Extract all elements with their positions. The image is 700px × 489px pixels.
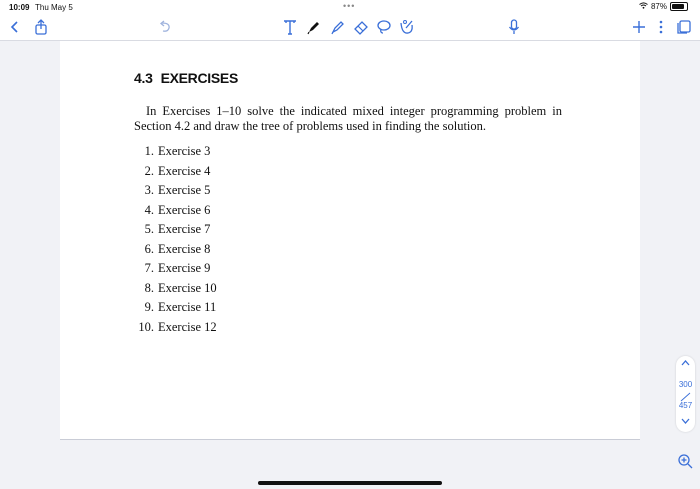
exercise-number: 9. (144, 300, 154, 314)
section-title: EXERCISES (160, 70, 239, 86)
exercise-item (134, 298, 217, 318)
exercise-item (134, 142, 217, 162)
exercise-item (134, 220, 217, 240)
exercise-number: 2. (144, 163, 154, 178)
wifi-icon (639, 2, 648, 11)
back-chevron-icon[interactable] (6, 18, 24, 36)
exercise-list (134, 142, 217, 337)
exercise-number: 4. (144, 202, 154, 217)
exercise-text: Exercise 9 (158, 261, 211, 275)
battery-fill (672, 4, 684, 9)
exercise-number: 8. (144, 280, 154, 295)
exercise-number: 10. (138, 319, 154, 334)
page-up-chevron-icon[interactable] (676, 358, 695, 370)
page-navigator (676, 356, 695, 432)
total-pages: 457 (678, 401, 693, 410)
status-bar (0, 0, 700, 14)
exercise-item (134, 162, 217, 182)
current-page-number: 300 (678, 380, 693, 389)
exercise-number: 5. (144, 222, 154, 236)
exercise-item (134, 181, 217, 201)
microphone-icon[interactable] (505, 18, 523, 36)
multitask-dots[interactable]: ••• (343, 1, 356, 11)
exercise-text: Exercise 3 (158, 144, 211, 158)
exercise-item (134, 279, 217, 299)
section-heading (134, 70, 238, 86)
document-page[interactable] (60, 41, 640, 440)
pages-icon[interactable] (675, 18, 693, 36)
battery-percent: 87% (650, 2, 667, 11)
exercise-text: Exercise 10 (158, 280, 217, 295)
exercise-number: 6. (144, 241, 154, 256)
exercise-item (134, 240, 217, 260)
toolbar (0, 14, 700, 41)
add-icon[interactable] (630, 18, 648, 36)
exercise-number: 1. (144, 144, 154, 158)
more-icon[interactable] (652, 18, 670, 36)
share-icon[interactable] (32, 18, 50, 36)
battery-icon (670, 2, 688, 11)
status-right (639, 2, 688, 11)
highlighter-icon[interactable] (329, 18, 347, 36)
exercise-item (134, 318, 217, 338)
exercise-number: 3. (144, 183, 154, 197)
exercise-number: 7. (144, 261, 154, 275)
page-down-chevron-icon[interactable] (676, 416, 695, 428)
exercise-text: Exercise 11 (158, 300, 217, 314)
eraser-icon[interactable] (352, 18, 370, 36)
exercise-text: Exercise 7 (158, 222, 211, 236)
section-number: 4.3 (134, 70, 153, 86)
shapes-icon[interactable] (398, 18, 416, 36)
pen-icon[interactable] (305, 18, 323, 36)
exercise-text: Exercise 4 (158, 163, 211, 178)
zoom-in-icon[interactable] (677, 453, 693, 469)
exercise-item (134, 259, 217, 279)
text-tool-icon[interactable] (281, 18, 299, 36)
undo-icon[interactable] (156, 18, 174, 36)
status-date: Thu May 5 (35, 3, 73, 12)
home-indicator[interactable] (258, 481, 442, 485)
exercise-item (134, 201, 217, 221)
status-time: 10:09 (9, 3, 30, 12)
exercise-text: Exercise 5 (158, 183, 211, 197)
exercise-text: Exercise 8 (158, 241, 211, 256)
exercise-text: Exercise 12 (158, 319, 217, 334)
exercise-text: Exercise 6 (158, 202, 211, 217)
intro-paragraph: In Exercises 1–10 solve the indicated mixed integer programming problem in Section 4.2 and draw the tree of problems used in finding the solution. (134, 104, 562, 133)
lasso-icon[interactable] (375, 18, 393, 36)
